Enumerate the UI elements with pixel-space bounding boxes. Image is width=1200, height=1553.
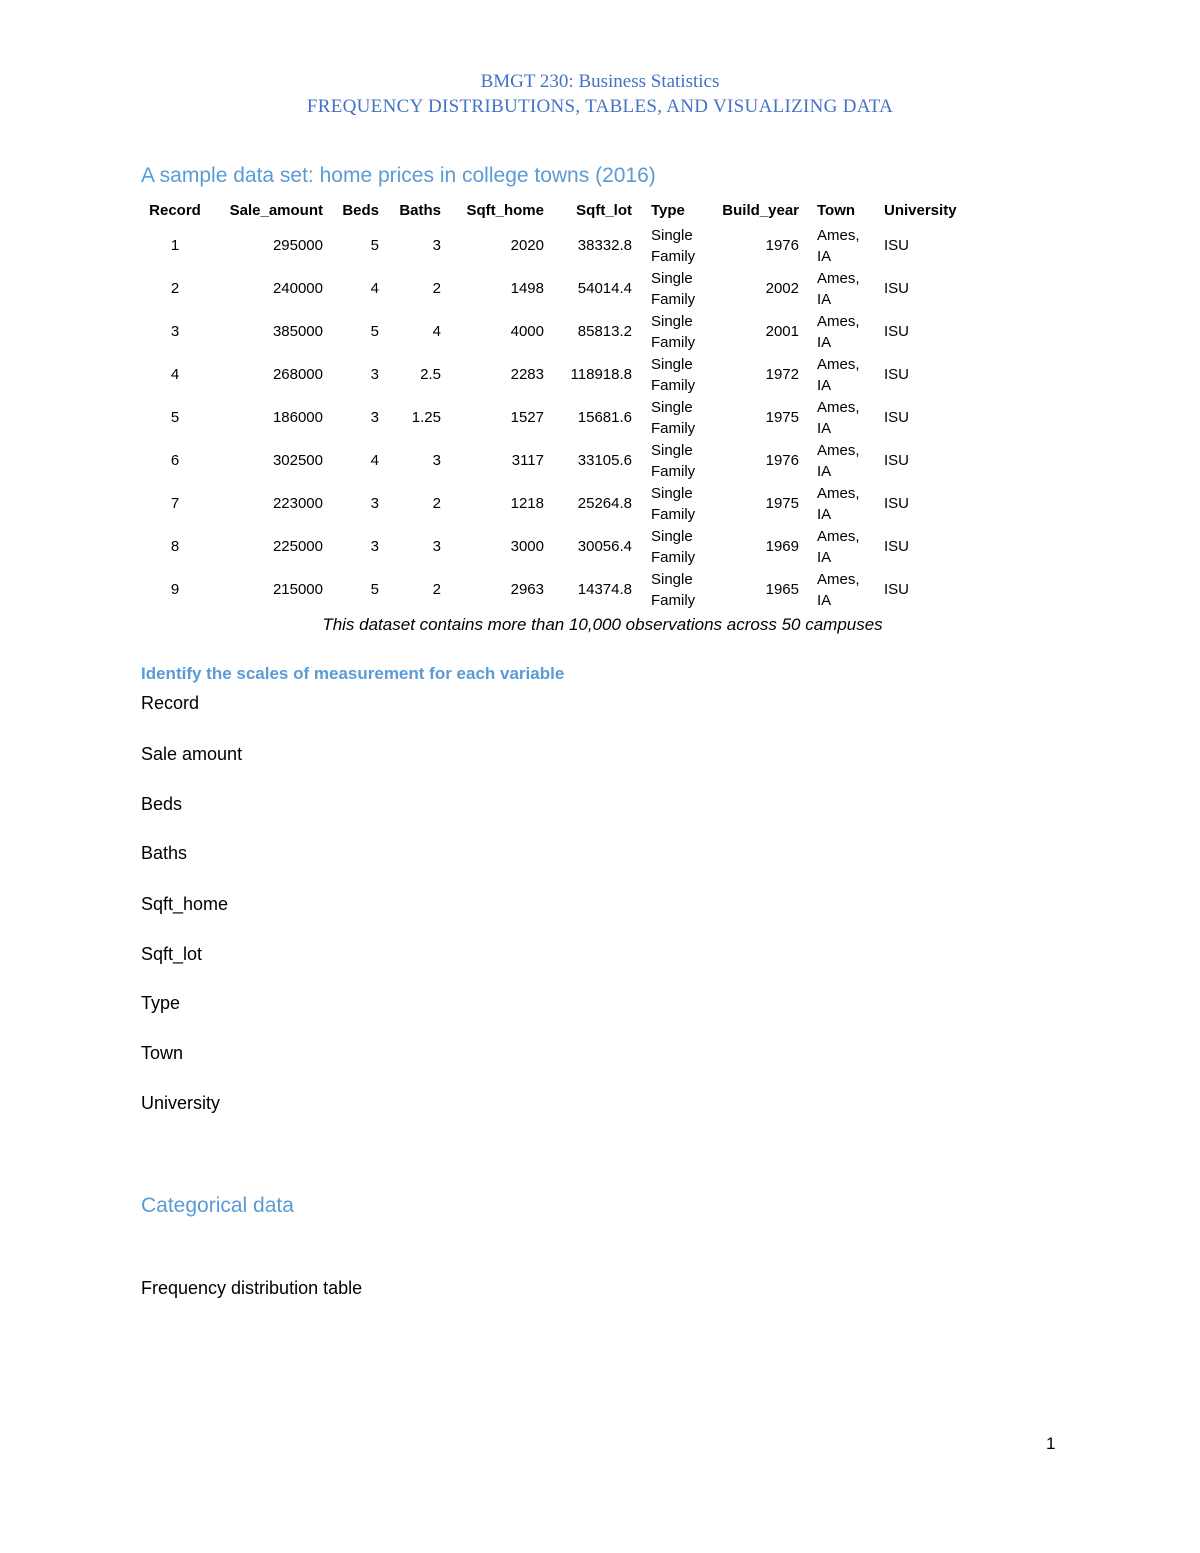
table-cell: 2001 (765, 323, 799, 340)
table-cell-line: IA (817, 548, 832, 566)
table-cell: 3 (432, 452, 441, 469)
table-cell (632, 439, 719, 482)
table-cell: 5 (370, 581, 379, 598)
table-cell: 3 (370, 538, 379, 555)
table-cell (799, 568, 865, 611)
table-cell (799, 396, 865, 439)
table-cell: 3 (370, 409, 379, 426)
table-cell: 4 (370, 280, 379, 297)
table-cell: 1975 (765, 495, 799, 512)
table-cell-line: Family (651, 591, 696, 609)
table-row (140, 353, 974, 396)
table-cell: 1218 (510, 495, 544, 512)
table-cell: ISU (884, 581, 910, 598)
table-cell: 8 (170, 538, 180, 555)
table-cell: 5 (370, 323, 379, 340)
table-cell (799, 224, 865, 267)
table-cell: 33105.6 (577, 452, 632, 469)
table-cell: 5 (170, 409, 180, 426)
table-cell-line: Family (651, 376, 696, 394)
table-cell: 223000 (272, 495, 323, 512)
column-header: Sale_amount (229, 201, 323, 219)
table-cell: 6 (170, 452, 180, 469)
table-cell-line: IA (817, 505, 832, 523)
table-cell: 15681.6 (577, 409, 632, 426)
table-cell: 3000 (510, 538, 544, 555)
table-cell: ISU (884, 237, 910, 254)
table-cell: ISU (884, 366, 910, 383)
table-row (140, 396, 974, 439)
table-cell: 5 (370, 237, 379, 254)
table-cell: 1976 (765, 452, 799, 469)
table-cell: 2283 (510, 366, 544, 383)
table-cell: 38332.8 (577, 237, 632, 254)
table-cell: 2 (432, 280, 441, 297)
table-cell: 9 (170, 581, 180, 598)
course-title: BMGT 230: Business Statistics (480, 71, 720, 92)
table-cell-line: Single (651, 355, 693, 373)
column-header: University (884, 201, 957, 219)
table-row (140, 310, 974, 353)
variable-label: Sale amount (141, 744, 243, 764)
table-cell: 118918.8 (570, 366, 632, 383)
table-cell-line: Single (651, 398, 693, 416)
table-cell: 3 (170, 323, 180, 340)
table-cell (799, 525, 865, 568)
table-row (140, 267, 974, 310)
table-cell: ISU (884, 452, 910, 469)
table-cell-line: IA (817, 419, 832, 437)
table-cell: 4000 (510, 323, 544, 340)
table-cell: ISU (884, 409, 910, 426)
categorical-title: Categorical data (141, 1194, 294, 1217)
table-cell (799, 267, 865, 310)
table-cell (799, 482, 865, 525)
table-row (140, 568, 974, 611)
table-cell: 215000 (272, 581, 323, 598)
table-cell: ISU (884, 538, 910, 555)
variable-label: Sqft_lot (141, 944, 203, 964)
table-cell-line: Ames, (817, 527, 860, 545)
topic-title: FREQUENCY DISTRIBUTIONS, TABLES, AND VISUALIZING DATA (306, 96, 894, 117)
column-header: Sqft_lot (576, 201, 632, 219)
column-header: Record (149, 201, 201, 219)
table-cell-line: Single (651, 484, 693, 502)
sample-data-title: A sample data set: home prices in college towns (2016) (141, 164, 656, 187)
table-cell-line: Single (651, 312, 693, 330)
table-cell-line: Ames, (817, 570, 860, 588)
table-cell-line: Family (651, 462, 696, 480)
table-cell: 3 (370, 366, 379, 383)
variable-label: Record (141, 693, 200, 713)
table-cell-line: Single (651, 226, 693, 244)
table-cell: 268000 (272, 366, 323, 383)
column-header: Beds (342, 201, 379, 219)
table-cell-line: Ames, (817, 398, 860, 416)
table-cell (632, 482, 719, 525)
table-cell-line: Ames, (817, 441, 860, 459)
table-cell: ISU (884, 323, 910, 340)
table-cell (632, 310, 719, 353)
table-cell: 302500 (272, 452, 323, 469)
table-cell-line: Ames, (817, 484, 860, 502)
variable-label: University (141, 1093, 221, 1113)
table-cell: 2.5 (420, 366, 441, 383)
table-cell: 1.25 (411, 409, 441, 426)
table-cell: 4 (170, 366, 180, 383)
table-cell (632, 353, 719, 396)
variable-label: Beds (141, 794, 183, 814)
table-cell: 385000 (272, 323, 323, 340)
table-cell: 1498 (510, 280, 544, 297)
table-cell: 54014.4 (577, 280, 632, 297)
dataset-caption: This dataset contains more than 10,000 observations across 50 campuses (322, 615, 883, 634)
table-cell: 1976 (765, 237, 799, 254)
table-cell-line: Family (651, 247, 696, 265)
table-cell: 3 (432, 538, 441, 555)
table-cell: 3 (432, 237, 441, 254)
column-header: Town (817, 201, 856, 219)
table-row (140, 482, 974, 525)
sample-data-table (140, 196, 974, 611)
table-cell-line: Single (651, 269, 693, 287)
variable-label: Baths (141, 843, 188, 863)
table-cell (632, 267, 719, 310)
column-header: Baths (399, 201, 441, 219)
table-cell: 225000 (272, 538, 323, 555)
table-cell (799, 310, 865, 353)
column-header: Build_year (722, 201, 799, 219)
table-cell (632, 396, 719, 439)
table-cell-line: Family (651, 333, 696, 351)
table-cell: 30056.4 (577, 538, 632, 555)
table-cell-line: IA (817, 333, 832, 351)
table-cell-line: IA (817, 591, 832, 609)
table-cell-line: Ames, (817, 226, 860, 244)
table-cell (632, 224, 719, 267)
table-cell: 240000 (272, 280, 323, 297)
table-cell-line: Family (651, 505, 696, 523)
variable-label: Type (141, 993, 181, 1013)
table-cell: 1972 (765, 366, 799, 383)
table-cell: 85813.2 (577, 323, 632, 340)
table-cell: 7 (170, 495, 180, 512)
table-cell-line: Family (651, 290, 696, 308)
table-cell-line: Family (651, 548, 696, 566)
table-cell-line: Single (651, 570, 693, 588)
table-cell-line: IA (817, 290, 832, 308)
table-cell: 25264.8 (577, 495, 632, 512)
column-header: Sqft_home (466, 201, 544, 219)
table-cell-line: Ames, (817, 269, 860, 287)
table-cell: 1 (170, 237, 180, 254)
table-row (140, 525, 974, 568)
table-cell: 3 (370, 495, 379, 512)
page-number: 1 (1046, 1434, 1056, 1453)
table-cell (799, 439, 865, 482)
table-cell: 2020 (510, 237, 544, 254)
table-cell (632, 568, 719, 611)
table-cell: 3117 (511, 452, 544, 469)
table-cell: 1965 (765, 581, 799, 598)
table-cell: 295000 (272, 237, 323, 254)
table-cell-line: Ames, (817, 355, 860, 373)
table-cell-line: Family (651, 419, 696, 437)
table-cell: 2002 (765, 280, 799, 297)
table-body (140, 224, 974, 611)
variable-label: Town (141, 1043, 184, 1063)
table-cell: 2 (432, 495, 441, 512)
table-cell: 14374.8 (577, 581, 632, 598)
table-cell: 1527 (510, 409, 544, 426)
table-cell: 4 (432, 323, 441, 340)
table-cell: 1975 (765, 409, 799, 426)
table-cell: 2 (170, 280, 180, 297)
table-cell: 2 (432, 581, 441, 598)
table-row (140, 224, 974, 267)
table-cell: ISU (884, 280, 910, 297)
table-cell: 2963 (510, 581, 544, 598)
scales-title: Identify the scales of measurement for each variable (141, 664, 565, 683)
table-cell-line: Ames, (817, 312, 860, 330)
frequency-table-label: Frequency distribution table (141, 1278, 363, 1298)
table-cell: ISU (884, 495, 910, 512)
table-cell: 4 (370, 452, 379, 469)
table-row (140, 439, 974, 482)
table-cell (632, 525, 719, 568)
table-cell: 186000 (272, 409, 323, 426)
table-cell-line: Single (651, 441, 693, 459)
table-cell (799, 353, 865, 396)
table-cell-line: IA (817, 247, 832, 265)
table-cell-line: IA (817, 462, 832, 480)
table-header-row (140, 196, 974, 224)
table-cell-line: Single (651, 527, 693, 545)
column-header: Type (651, 201, 685, 219)
table-cell-line: IA (817, 376, 832, 394)
table-cell: 1969 (765, 538, 799, 555)
variable-label: Sqft_home (141, 894, 229, 914)
